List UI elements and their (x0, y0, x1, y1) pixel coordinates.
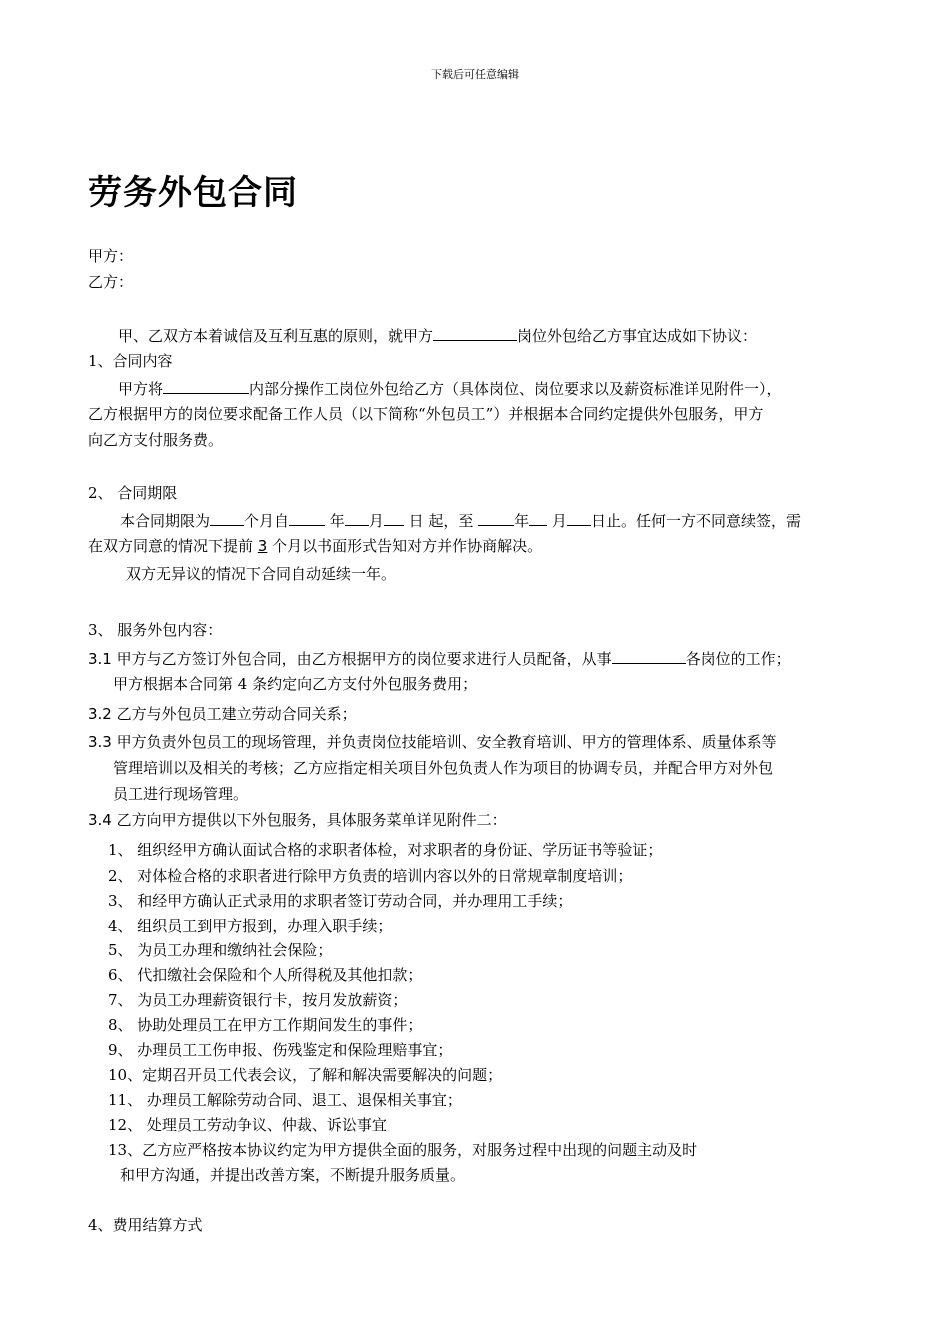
section-2-heading: 2、 合同期限 (88, 484, 178, 502)
end-day-blank (567, 510, 591, 526)
intro-paragraph (118, 325, 757, 346)
s2-text: 年 (514, 512, 530, 530)
intro-blank-field (433, 325, 517, 341)
list-item: 5、 为员工办理和缴纳社会保险； (108, 941, 333, 959)
section-2-line-2 (88, 536, 542, 556)
list-item: 13、乙方应严格按本协议约定为甲方提供全面的服务，对服务过程中出现的问题主动及时 (108, 1141, 698, 1159)
list-item: 4、 组织员工到甲方报到，办理入职手续； (108, 917, 393, 935)
s2-text: 个月自 (244, 512, 290, 530)
section-4-heading: 4、费用结算方式 (88, 1216, 203, 1234)
clause-text: 乙方与外包员工建立劳动合同关系； (111, 705, 357, 723)
list-item-continuation: 和甲方沟通，并提出改善方案，不断提升服务质量。 (120, 1166, 466, 1184)
header-note: 下载后可任意编辑 (431, 68, 519, 81)
clause-text: 乙方向甲方提供以下外包服务，具体服务菜单详见附件二： (111, 811, 507, 829)
notice-months-value: 3 (257, 537, 268, 555)
start-day-blank (384, 510, 404, 526)
s2-text: 个月以书面形式告知对方并作协商解决。 (267, 537, 543, 555)
clause-number: 3.3 (88, 733, 112, 751)
start-year-blank (289, 510, 325, 526)
clause-3-1-blank (612, 648, 686, 664)
clause-3-4 (88, 810, 507, 830)
s2-text: 在双方同意的情况下提前 (88, 537, 258, 555)
intro-text-before: 甲、乙双方本着诚信及互利互惠的原则，就甲方 (118, 327, 434, 345)
section-2-line-3: 双方无异议的情况下合同自动延续一年。 (126, 565, 397, 583)
s2-text: 本合同期限为 (120, 512, 211, 530)
list-item: 9、 办理员工工伤申报、伤残鉴定和保险理赔事宜； (108, 1041, 453, 1059)
s2-text: 年 (325, 512, 345, 530)
list-item: 6、 代扣缴社会保险和个人所得税及其他扣款； (108, 966, 423, 984)
s2-text: 月 (547, 512, 567, 530)
months-blank (210, 510, 244, 526)
clause-3-3 (88, 732, 777, 752)
clause-number: 3.2 (88, 705, 112, 723)
intro-text-after: 岗位外包给乙方事宜达成如下协议： (517, 327, 758, 345)
section-1-heading: 1、合同内容 (88, 352, 173, 370)
section-1-line-2: 乙方根据甲方的岗位要求配备工作人员（以下简称“外包员工”）并根据本合同约定提供外包服务，甲方 (88, 405, 764, 423)
party-b-label: 乙方： (88, 273, 134, 291)
section-1-line-3: 向乙方支付服务费。 (88, 431, 224, 449)
s2-text: 月 (368, 512, 384, 530)
clause-number: 3.1 (88, 650, 112, 668)
section-1-line-1 (118, 378, 782, 399)
list-item: 8、 协助处理员工在甲方工作期间发生的事件； (108, 1016, 423, 1034)
clause-text: 各岗位的工作； (685, 650, 791, 668)
section-3-heading: 3、 服务外包内容： (88, 621, 223, 639)
list-item: 11、 办理员工解除劳动合同、退工、退保相关事宜； (108, 1091, 462, 1109)
list-item: 10、定期召开员工代表会议，了解和解决需要解决的问题； (108, 1066, 503, 1084)
list-item: 2、 对体检合格的求职者进行除甲方负责的培训内容以外的日常规章制度培训； (108, 867, 633, 885)
section-2-line-1 (120, 510, 801, 531)
end-year-blank (478, 510, 514, 526)
clause-3-3-line-2: 管理培训以及相关的考核；乙方应指定相关项目外包负责人作为项目的协调专员，并配合甲方对外包 (113, 759, 774, 777)
s2-text: 日 起，至 (403, 512, 479, 530)
list-item: 3、 和经甲方确认正式录用的求职者签订劳动合同，并办理用工手续； (108, 892, 573, 910)
party-a-label: 甲方： (88, 247, 134, 265)
clause-3-3-line-3: 员工进行现场管理。 (113, 785, 249, 803)
clause-3-1 (88, 648, 791, 669)
document-title: 劳务外包合同 (88, 173, 298, 213)
clause-text: 甲方与乙方签订外包合同，由乙方根据甲方的岗位要求进行人员配备，从事 (111, 650, 612, 668)
start-month-blank (345, 510, 369, 526)
clause-text: 甲方负责外包员工的现场管理，并负责岗位技能培训、安全教育培训、甲方的管理体系、质量体系等 (111, 733, 777, 751)
s1-text-before: 甲方将 (118, 380, 164, 398)
s1-blank-field (163, 378, 249, 394)
end-month-blank (529, 510, 547, 526)
clause-3-1-line-2: 甲方根据本合同第 4 条约定向乙方支付外包服务费用； (113, 675, 478, 693)
s2-text: 日止。任何一方不同意续签，需 (590, 512, 801, 530)
list-item: 12、 处理员工劳动争议、仲裁、诉讼事宜 (108, 1116, 387, 1134)
list-item: 1、 组织经甲方确认面试合格的求职者体检，对求职者的身份证、学历证书等验证； (108, 841, 663, 859)
s1-text-after: 内部分操作工岗位外包给乙方（具体岗位、岗位要求以及薪资标准详见附件一）， (249, 380, 782, 398)
list-item: 7、 为员工办理薪资银行卡，按月发放薪资； (108, 991, 408, 1009)
clause-3-2 (88, 704, 357, 724)
clause-number: 3.4 (88, 811, 112, 829)
